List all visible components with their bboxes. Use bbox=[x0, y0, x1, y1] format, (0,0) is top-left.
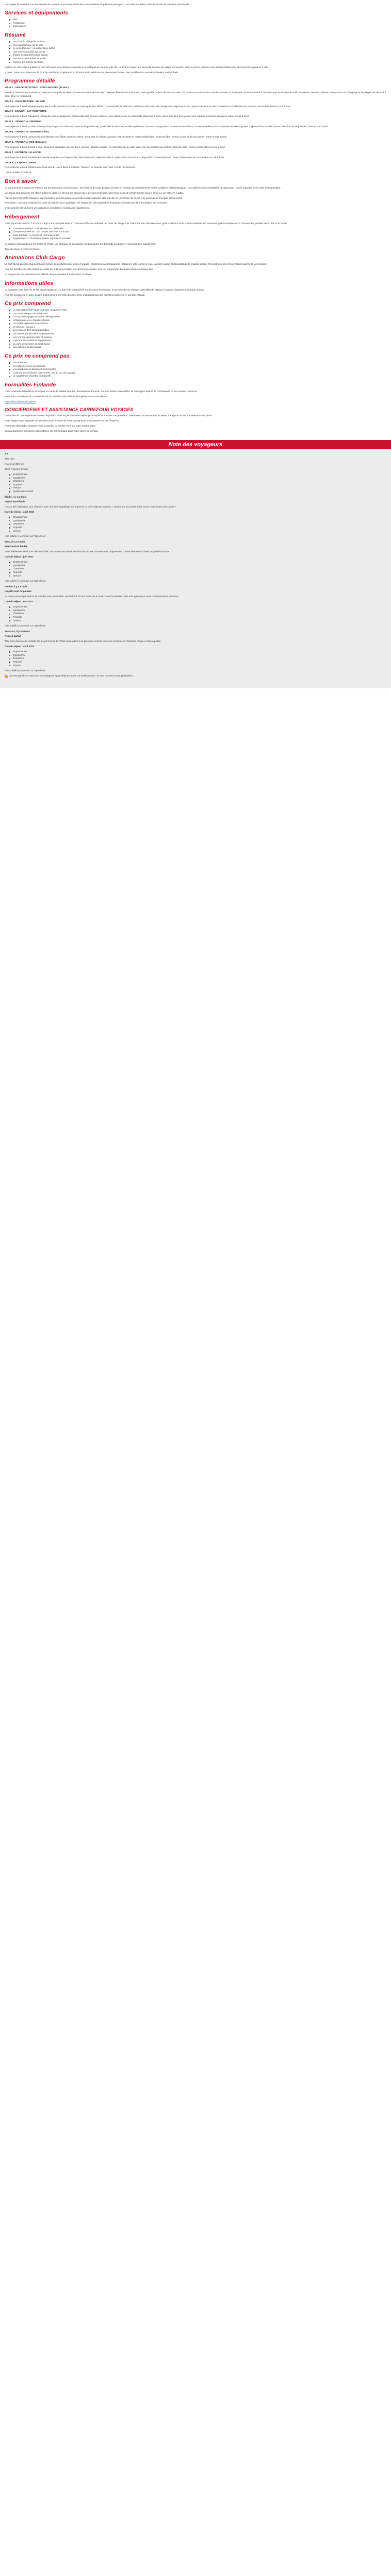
day-text: Arrivée à l'aéroport en matinée. Accueil par votre guide et départ en autocar vers Saint-Nazaire. Déjeuner libre en cours de route. Visite guidée du port de Saint-Nazaire : sa base sous-marine, ses chantiers navals et l'écomusée. Embarquement à bord du cargo en fin d'après-midi. Installation dans les cabines. Présentation de l'équipage et des règles de sécurité à bord. Dîner et nuit à bord. bbox=[5, 91, 386, 97]
review-body: Très belle découverte de Belle-Île. Le personnel de l'hôtel nous a donné de précieux conseils pour nos randonnées. Chambre propre et bien équipée. bbox=[5, 640, 161, 643]
list-item: Chambres bbox=[9, 567, 386, 571]
services-title: Services et équipements bbox=[5, 10, 69, 16]
day-title: JOUR 5 : TRANSIT À LISBONNE (4 km) bbox=[5, 130, 48, 133]
list-item: Service bbox=[9, 619, 386, 623]
list-item: Les taxes aéroport et de sécurité bbox=[9, 312, 386, 316]
list-item: Suite familiale : 2 chambres communicantes bbox=[9, 234, 386, 238]
list-item: Restaurant bbox=[9, 22, 386, 25]
review-card bbox=[5, 585, 386, 628]
rating-label: Très bien bbox=[5, 457, 14, 461]
day-title: JOUR 3 : EN MER - CAP FINISTERRE bbox=[5, 110, 46, 113]
formalites-title: Formalités Finlande bbox=[5, 382, 56, 388]
animations-title: Animations Club Cargo bbox=[5, 255, 65, 261]
formalites-paragraph: Carte nationale d'identité ou passeport en cours de validité pour les ressortissants français. Pour les autres nationalités, se renseigner auprès de l'ambassade ou du consulat concerné. bbox=[5, 390, 198, 393]
prix-comprend-list bbox=[5, 309, 386, 349]
list-item: Service bbox=[9, 574, 386, 578]
resume-title: Résumé bbox=[5, 31, 26, 38]
review-source: Avis publié il y a 3 mois sur TripAdvisor bbox=[5, 535, 46, 538]
info-paragraph: Formalités : une carte d'identité en cours de validité ou un passeport est obligatoire. Une attestation d'aptitude médicale peut être demandée par l'armateur. bbox=[5, 201, 168, 205]
programme-day bbox=[5, 86, 386, 98]
list-item: L'accès à la piscine de l'hôtel bbox=[9, 61, 386, 64]
list-item: Wifi bbox=[9, 18, 386, 22]
day-text: Petit-déjeuner à bord. Journée libre à Lisbonne pour flâner dans les ruelles, emprunter le célèbre tramway n°28 ou visiter le musée Gulbenkian. Déjeuner libre. Retour à bord en fin de journée. Dîner et nuit à bord. bbox=[5, 135, 227, 139]
list-item: Le transfert bagages entre les hébergements bbox=[9, 315, 386, 319]
list-item: Chambre supérieure : 1 lit double avec vue sur le port bbox=[9, 230, 386, 234]
list-item: Chambre standard : 2 lits simples ou 1 lit double bbox=[9, 227, 386, 231]
reviews-footer bbox=[5, 674, 386, 678]
services-list bbox=[5, 18, 386, 28]
list-item: Chambres bbox=[9, 657, 386, 660]
list-item: Emplacement bbox=[9, 473, 386, 477]
list-item: Qualité/Prix bbox=[9, 654, 386, 657]
prix-ne-comprend-title: Ce prix ne comprend pas bbox=[5, 353, 70, 360]
list-item: Qualité du sommeil bbox=[9, 490, 386, 494]
list-item: Qualité/Prix bbox=[9, 564, 386, 568]
list-item: Emplacement bbox=[9, 605, 386, 609]
list-item: Les déjeuners non mentionnés bbox=[9, 365, 386, 368]
review-source: Avis publié il y a 8 mois sur TripAdvisor bbox=[5, 669, 46, 672]
conciergerie-paragraph: Pour toute demande, contactez votre conseiller ou rendez-vous sur votre espace client. bbox=[5, 425, 96, 428]
day-text: Petit-déjeuner à bord. Escale technique dans le port de Lisbonne. Selon le temps d'escale, possibilité de découvrir la ville à pied avec votre accompagnateur : le quartier de l'Alfama, la tour de Belém et le monastère des Hiéronymites. Déjeuner libre en ville. Retour à bord en fin de journée. Dîner et nuit à bord. bbox=[5, 125, 329, 128]
list-item: Le supplément chambre individuelle bbox=[9, 375, 386, 378]
list-item: Le transport aérien Paris-Lisbonne / Lisbonne-Paris bbox=[9, 309, 386, 312]
hebergement-paragraph: Taxe de séjour à régler sur place. bbox=[5, 247, 40, 250]
list-item: Chambres bbox=[9, 480, 386, 483]
review-title: Séjour inoubliable bbox=[5, 500, 25, 503]
review-date: Date du séjour : août 2023 bbox=[5, 511, 35, 514]
list-item: Qualité/Prix bbox=[9, 519, 386, 523]
reviews-body bbox=[0, 449, 391, 682]
review-body: Un accueil chaleureux, une chambre avec une vue magnifique sur le port et un petit-déjeuner copieux. L'équipe est aux petits soins. Nous reviendrons avec plaisir ! bbox=[5, 505, 176, 509]
informations-paragraph: Pour les voyageurs en train, la gare la plus proche est celle d'Auray, reliée à Quiberon par des navettes régulières en période estivale. bbox=[5, 293, 145, 296]
programme-day bbox=[5, 100, 386, 108]
list-item: Propreté bbox=[9, 483, 386, 487]
review-title: Accueil parfait bbox=[5, 635, 21, 638]
list-item: Toutes les chambres avec balcon bbox=[9, 54, 386, 57]
programme-title: Programme détaillé bbox=[5, 78, 55, 84]
review-card bbox=[5, 540, 386, 583]
programme-day bbox=[5, 110, 386, 118]
list-item: Propreté bbox=[9, 526, 386, 530]
review-author: Élodie, il y a 3 mois bbox=[5, 495, 27, 498]
rating-criteria-list bbox=[5, 473, 386, 494]
main-content bbox=[0, 3, 391, 433]
hebergement-title: Hébergement bbox=[5, 213, 40, 220]
rating-count: Notes sur 395 Avis bbox=[5, 463, 25, 466]
conciergerie-paragraph: Un service de conciergerie est à votre disposition avant et pendant votre séjour pour répondre à toutes vos questions : réservation de restaurants, activités, transports ou recommandations sur place. bbox=[5, 414, 213, 417]
review-card bbox=[5, 630, 386, 673]
day-title: JOUR 8 : LE HAVRE - PARIS bbox=[5, 161, 37, 164]
resume-paragraph: Profitez de votre séjour à Belle-Île pour découvrir les richesses naturelles et les villages de caractère de l'île. Le Grand Cargo vous accueille au cœur du village de Sauzon, entre le port et la lande. Une adresse idéale pour découvrir l'île à pied ou à vélo. bbox=[5, 66, 269, 69]
list-item: Service bbox=[9, 664, 386, 668]
review-criteria bbox=[5, 605, 386, 622]
review-card bbox=[5, 496, 386, 538]
list-item: Les boissons bbox=[9, 361, 386, 365]
programme-day bbox=[5, 141, 386, 149]
programme-day bbox=[5, 151, 386, 159]
review-author: Jean-Luc, il y a 8 mois bbox=[5, 630, 30, 633]
conciergerie-title: CONCIERGERIE ET ASSISTANCE CARREFOUR VOYAGES bbox=[5, 407, 134, 413]
review-criteria bbox=[5, 516, 386, 533]
hebergement-list bbox=[5, 227, 386, 241]
informations-title: Informations utiles bbox=[5, 280, 53, 286]
list-item: Chambres bbox=[9, 522, 386, 526]
intro-text: Les cargos de croisière sont des navires de commerce qui transportent des marchandises et quelques passagers. Une vraie immersion dans le monde de la marine marchande. bbox=[5, 3, 190, 6]
day-text: Petit-déjeuner à bord. Débarquement au port du Havre dans la matinée. Transfert en autocar vers Paris. Fin de nos services. bbox=[5, 166, 136, 169]
review-source: Avis publié il y a 6 mois sur TripAdvisor bbox=[5, 624, 46, 628]
day-title: JOUR 7 : OUTREAU / LE HAVRE bbox=[5, 150, 41, 154]
prix-comprend-title: Ce prix comprend bbox=[5, 300, 51, 307]
hebergement-paragraph: Le parking est gratuit pour les clients de l'hôtel. Les animaux de compagnie sont acceptés sur demande préalable et moyennant un supplément. bbox=[5, 243, 156, 246]
list-item: Propreté bbox=[9, 660, 386, 664]
list-item: Une vue imprenable sur la mer bbox=[9, 50, 386, 54]
list-item: L'assurance assistance rapatriement bbox=[9, 339, 386, 343]
review-body: Le cadre est exceptionnel et la chambre très confortable. Seul bémol, le bruit de la rue le matin. Mais l'ensemble reste très agréable et nous recommandons vivement. bbox=[5, 595, 179, 598]
list-item: Emplacement bbox=[9, 650, 386, 654]
rating-score: 4.5 bbox=[5, 452, 8, 455]
prix-ne-comprend-list bbox=[5, 361, 386, 378]
list-item: Service bbox=[9, 530, 386, 533]
list-item: Chambres bbox=[9, 612, 386, 616]
resume-note: A noter : Nous nous réservons le droit de modifier le programme en fonction de la météo et des contraintes locales. Des modifications peuvent intervenir sans préavis. bbox=[5, 71, 179, 74]
info-paragraph: Les repas sont pris avec les officiers dans le carré. Le service est assuré par le personnel de bord. Une tenue correcte est demandée pour le dîner. Le vin est servi à table. bbox=[5, 191, 184, 194]
review-criteria bbox=[5, 650, 386, 667]
informations-paragraph: La traversée vers Belle-Île se fait depuis Quiberon. La durée de la traversée est d'environ 45 minutes. Il est conseillé de réserver votre billet de bateau à l'avance, notamment en haute saison. bbox=[5, 288, 205, 291]
reviews-section bbox=[0, 440, 391, 688]
day-text: Petit-déjeuner à bord. Navigation le long des côtes espagnoles. Observation des oiseaux marins et des cétacés avec un naturaliste. Déjeuner à bord. Après-midi libre pour profiter des espaces communs du navire. Dîner et nuit à bord. bbox=[5, 115, 249, 118]
reviews-header: Note des voyageurs bbox=[0, 440, 391, 449]
list-item: Les services d'un accompagnateur bbox=[9, 329, 386, 332]
list-item: Propreté bbox=[9, 616, 386, 619]
day-text: Petit-déjeuner à bord. Matinée consacrée à la découverte du navire en compagnie d'un officier : la passerelle, la salle des machines et les ponts de chargement. Déjeuner à bord. Après-midi libre en mer. Conférence sur l'histoire de la marine marchande. Dîner et nuit à bord. bbox=[5, 105, 291, 108]
review-date: Date du séjour : mai 2023 bbox=[5, 600, 34, 603]
list-item: Les cadeaux de bienvenue bbox=[9, 346, 386, 349]
animations-paragraph: Le programme des animations est affiché chaque semaine à la réception de l'hôtel. bbox=[5, 273, 92, 276]
review-source: Avis publié il y a 5 mois sur TripAdvisor bbox=[5, 580, 46, 583]
conciergerie-paragraph: Notre équipe reste joignable 7j/7 pendant toute la durée de votre voyage pour vous assister en cas d'imprévu. bbox=[5, 419, 120, 422]
list-item: Les petits-déjeuners et les dîners bbox=[9, 322, 386, 326]
info-paragraph: Il est conseillé de souscrire une assurance annulation et assistance rapatriement. bbox=[5, 207, 90, 210]
list-item: Des excursions à pied et à vélo bbox=[9, 57, 386, 61]
review-title: Un petit coin de paradis bbox=[5, 590, 32, 593]
list-item: Le déjeuner du jour 1 bbox=[9, 326, 386, 329]
list-item: Le petit-déjeuner : un authentique buffet bbox=[9, 47, 386, 50]
day-title: JOUR 4 : TRANSIT À LISBONNE bbox=[5, 120, 41, 123]
list-item: Propreté bbox=[9, 571, 386, 574]
animations-paragraph: Le club Cargo propose tout au long de l'année des activités pour petits et grands : randonnées accompagnées, balades à vélo, sorties en mer, ateliers cuisine et dégustations de produits locaux. Renseignements et réservations auprès de la réception. bbox=[5, 263, 267, 266]
list-item: Emplacement bbox=[9, 561, 386, 564]
review-author: Sophie, il y a 6 mois bbox=[5, 585, 27, 588]
warning-icon: ! bbox=[5, 675, 8, 678]
list-item: Les visites mentionnées au programme bbox=[9, 332, 386, 336]
info-title: Bon à savoir bbox=[5, 178, 38, 184]
review-date: Date du séjour : avril 2023 bbox=[5, 645, 34, 648]
programme-footnote: ** Prix du billet à partir de bbox=[5, 171, 31, 174]
list-item: Appartement : 2 chambres, cuisine équipée et terrasse bbox=[9, 237, 386, 241]
list-item: Vue panoramique sur le port bbox=[9, 44, 386, 47]
day-title: JOUR 1 : AEROPORT D'ORLY - SAINT-NAZAIRE (4h env.) bbox=[5, 86, 69, 89]
review-author: Marc, il y a 5 mois bbox=[5, 540, 25, 543]
day-title: JOUR 2 : SAINT-NAZAIRE - EN MER bbox=[5, 99, 45, 103]
list-item: Emplacement bbox=[9, 516, 386, 519]
review-body: Hôtel idéalement situé pour découvrir l'île. Les enfants ont adoré le club et la piscine. Le restaurant propose une cuisine délicieuse à base de produits locaux. bbox=[5, 550, 170, 553]
programme-day bbox=[5, 161, 386, 170]
list-item: Les entrées dans les sites et musées bbox=[9, 336, 386, 340]
list-item: L'assurance annulation (optionnelle, 3% du prix du voyage) bbox=[9, 371, 386, 375]
formalites-paragraph: Nous vous conseillons de consulter le site du ministère des Affaires étrangères avant votre départ. bbox=[5, 395, 108, 398]
info-paragraph: La vie à bord d'un cargo est rythmée par les opérations commerciales : les horaires d'escale peuvent évoluer en fonction des chargements et des conditions météorologiques. Les cabines sont confortables et spacieuses, toutes équipées d'une salle d'eau privative. bbox=[5, 186, 281, 189]
list-item: Qualité/Prix bbox=[9, 477, 386, 480]
programme-day bbox=[5, 120, 386, 128]
page bbox=[0, 0, 391, 688]
day-title: JOUR 6 : TRANSIT À VIGO (Espagne) bbox=[5, 140, 47, 143]
review-date: Date du séjour : juin 2023 bbox=[5, 555, 34, 558]
list-item: La carte de membre du Club Cargo bbox=[9, 343, 386, 346]
animations-paragraph: Pour les familles, un club enfants accueille les 4-12 ans pendant les vacances scolaires, avec un programme d'activités adapté à chaque âge. bbox=[5, 268, 154, 271]
conciergerie-paragraph: En cas d'urgence, un numéro d'assistance est communiqué dans votre carnet de voyage. bbox=[5, 429, 99, 432]
programme-day bbox=[5, 130, 386, 139]
list-item: Service bbox=[9, 486, 386, 490]
list-item: Au cœur du village de Sauzon bbox=[9, 40, 386, 44]
day-text: Petit-déjeuner à bord. Escale à Vigo. Excursion facultative aux îles Cíes, réserve naturelle classée, ou visite libre de la vieille ville et de son marché aux huîtres. Déjeuner libre. Retour à bord. Dîner et nuit à bord. bbox=[5, 145, 225, 148]
hebergement-paragraph: Hôtel et port de Sauzon : Le Grand Cargo vous accueille dans un charmant hôtel de caractère, au cœur du village. Les chambres sont décorées avec goût et offrent tout le confort moderne. Un restaurant gastronomique met à l'honneur les produits de la mer et du terroir. bbox=[5, 222, 288, 225]
rating-award: 2020 Travelers Choice bbox=[5, 468, 28, 471]
reviews-footer-text: Les avis publiés ici sont ceux de voyageurs ayant séjourné dans cet établissement. Ils sont modérés avant publication. bbox=[9, 674, 134, 677]
list-item: L'hébergement en chambre double bbox=[9, 319, 386, 323]
list-item: Qualité/Prix bbox=[9, 609, 386, 613]
formalites-link[interactable]: https://www.diplomatie.gouv.fr bbox=[5, 400, 36, 403]
review-title: Week-end en famille bbox=[5, 545, 28, 548]
day-text: Petit-déjeuner à bord. Dernière journée de navigation en longeant les côtes bretonnes. Déjeuner à bord. Après-midi consacré aux préparatifs du débarquement. Dîner d'adieu avec le commandant et nuit à bord. bbox=[5, 156, 225, 159]
list-item: Conciergerie bbox=[9, 25, 386, 28]
info-paragraph: Prévoir des vêtements chauds et imperméables, des chaussures à semelles antidérapantes, des jumelles et une lampe de poche. Les animaux ne sont pas admis à bord. bbox=[5, 196, 183, 199]
resume-list bbox=[5, 40, 386, 64]
list-item: Les pourboires et dépenses personnelles bbox=[9, 368, 386, 371]
review-criteria bbox=[5, 561, 386, 578]
